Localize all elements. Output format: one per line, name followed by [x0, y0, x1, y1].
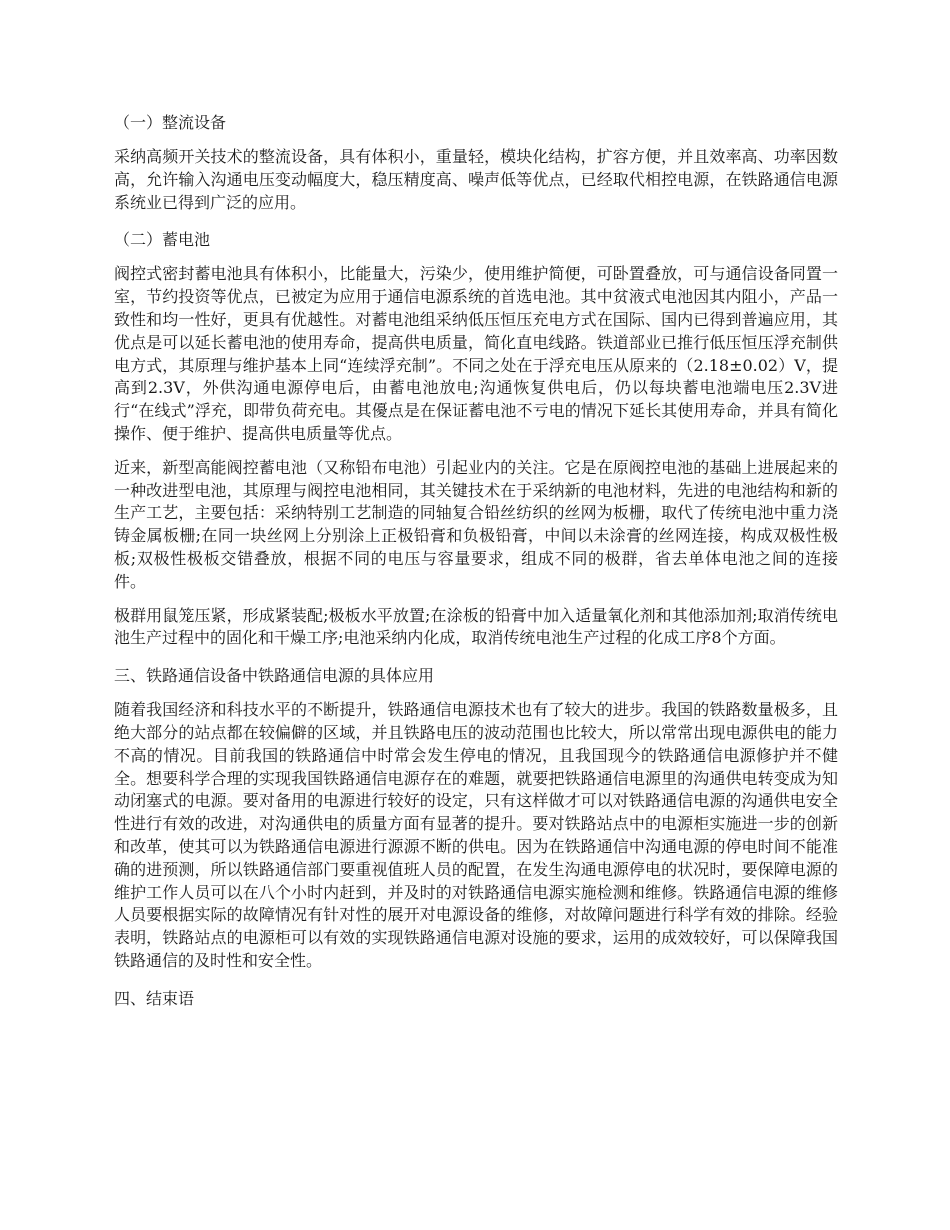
section-heading-conclusion: 四、结束语 — [114, 988, 195, 1008]
section-heading-application: 三、铁路通信设备中铁路通信电源的具体应用 — [114, 666, 435, 686]
paragraph-application: 随着我国经济和科技水平的不断提升，铁路通信电源技术也有了较大的进步。我国的铁路数量极多，且绝大部分的站点都在较偏僻的区域，并且铁路电压的波动范围也比较大，所以常常出现电源供电的能力不高的情况。目前我国的铁路通信中时常会发生停电的情况，且我国现今的铁路通信电源修护并不健全。想要科学合理的实现我国铁路通信电源存在的难题，就要把铁路通信电源里的沟通供电转变成为知动闭塞式的电源。要对备用的电源进行较好的设定，只有这样做才可以对铁路通信电源的沟通供电安全性进行有效的改进，对沟通供电的质量方面有显著的提升。要对铁路站点中的电源柜实施进一步的创新和改革，使其可以为铁路通信电源进行源源不断的供电。因为在铁路通信中沟通电源的停电时间不能准确的进预测，所以铁路通信部门要重视值班人员的配置，在发生沟通电源停电的状况时，要保障电源的维护工作人员可以在八个小时内赶到，并及时的对铁路通信电源实施检测和维修。铁路通信电源的维修人员要根据实际的故障情况有针对性的展开对电源设备的维修，对故障问题进行科学有效的排除。经验表明，铁路站点的电源柜可以有效的实现铁路通信电源对设施的要求，运用的成效较好，可以保障我国铁路通信的及时性和安全性。 — [114, 700, 838, 970]
section-heading-battery: （二）蓄电池 — [114, 230, 211, 250]
paragraph-battery-new-type: 近来，新型高能阀控蓄电池（又称铅布电池）引起业内的关注。它是在原阀控电池的基础上进展起来的一种改进型电池，其原理与阀控电池相同，其关键技术在于采纳新的电池材料，先进的电池结构和新的生产工艺，主要包括：采纳特别工艺制造的同轴复合铅丝纺织的丝网为板栅，取代了传统电池中重力浇铸金属板栅;在同一块丝网上分别涂上正极铅膏和负极铅膏，中间以未涂膏的丝网连接，构成双极性极板;双极性极板交错叠放，根据不同的电压与容量要求，组成不同的极群，省去单体电池之间的连接件。 — [114, 457, 838, 591]
document-page — [114, 108, 838, 1022]
section-heading-rectifier: （一）整流设备 — [114, 113, 227, 132]
paragraph-battery-vrla: 阀控式密封蓄电池具有体积小，比能量大，污染少，使用维护简便，可卧置叠放，可与通信设备同置一室，节约投资等优点，已被定为应用于通信电源系统的首选电池。其中贫液式电池因其内阻小，产品一致性和均一性好，更具有优越性。对蓄电池组采纳低压恒压充电方式在国际、国内已得到普遍应用，其优点是可以延长蓄电池的使用寿命，提高供电质量，简化直电线路。铁道部业已推行低压恒压浮充制供电方式，其原理与维护基本上同“连续浮充制”。不同之处在于浮充电压从原来的（2.18±0.02）V，提高到2.3V，外供沟通电源停电后，由蓄电池放电;沟通恢复供电后，仍以每块蓄电池端电压2.3V进行“在线式”浮充，即带负荷充电。其優点是在保证蓄电池不亏电的情况下延长其使用寿命，并具有简化操作、便于维护、提高供电质量等优点。 — [114, 264, 838, 443]
paragraph-battery-process: 极群用鼠笼压紧，形成紧装配;极板水平放置;在涂板的铅膏中加入适量氧化剂和其他添加剂;取消传统电池生产过程中的固化和干燥工序;电池采纳内化成，取消传统电池生产过程的化成工序8个方面。 — [114, 605, 838, 648]
paragraph-rectifier: 采纳高频开关技术的整流设备，具有体积小，重量轻，模块化结构，扩容方便，并且效率高、功率因数高，允许输入沟通电压变动幅度大，稳压精度高、噪声低等优点，已经取代相控电源，在铁路通信电源系统业已得到广泛的应用。 — [114, 147, 838, 212]
